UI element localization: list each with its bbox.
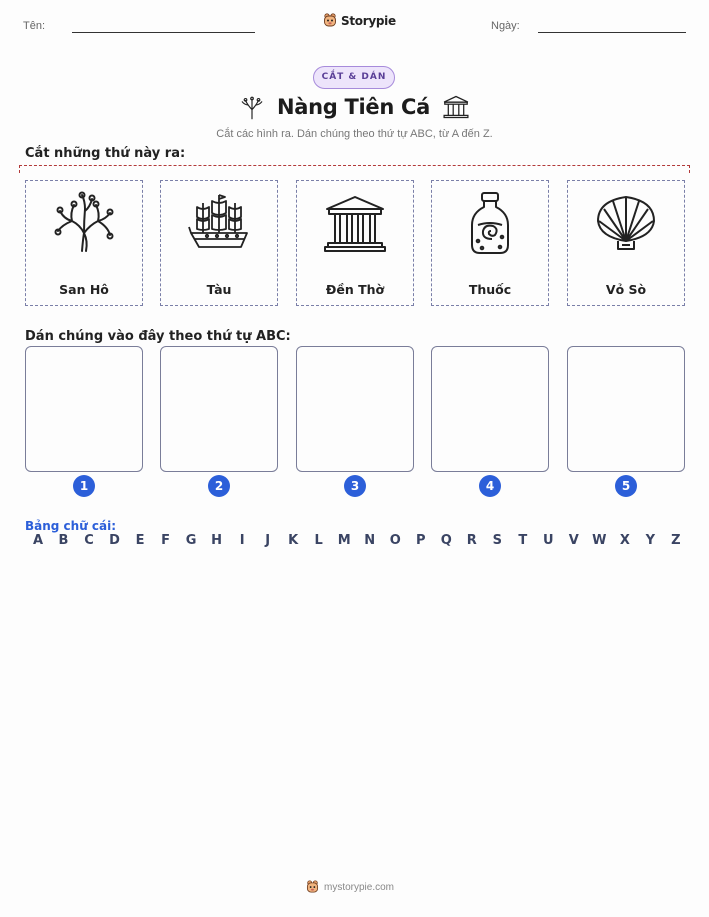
cut-card-coral[interactable] [25, 180, 143, 306]
alphabet-letter: Q [440, 533, 452, 548]
cut-card-ship[interactable] [160, 180, 278, 306]
alphabet-letter: C [84, 533, 94, 548]
card-label: Đền Thờ [325, 282, 385, 297]
mascot-icon [306, 880, 319, 895]
cut-line [19, 165, 690, 173]
alphabet-letter: Y [645, 533, 656, 548]
activity-badge: CẮT & DÁN [313, 66, 395, 89]
alphabet-letter: K [288, 533, 299, 548]
cut-card-shell[interactable] [567, 180, 685, 306]
alphabet-letter: D [109, 533, 120, 548]
temple-small-icon [442, 94, 470, 120]
name-label: Tên: [23, 20, 46, 32]
alphabet-letter: A [32, 533, 44, 548]
alphabet-letter: B [58, 533, 69, 548]
alphabet-letter: V [568, 533, 579, 548]
footer [306, 880, 394, 895]
brand-logo [323, 13, 396, 29]
card-label: Vỏ Sò [605, 282, 647, 297]
alphabet-letter: F [161, 533, 171, 548]
paste-heading: Dán chúng vào đây theo thứ tự ABC: [25, 329, 291, 344]
brand-name: Storypie [341, 14, 396, 28]
alphabet-letter: I [239, 533, 245, 548]
alphabet-letter: E [135, 533, 145, 548]
alphabet-letter: H [211, 533, 223, 548]
worksheet-title: Nàng Tiên Cá [276, 95, 431, 119]
coral-small-icon [239, 94, 265, 120]
cut-card-potion[interactable] [431, 180, 549, 306]
ship-icon [187, 191, 251, 255]
alphabet-letter: T [518, 533, 528, 548]
coral-icon [52, 191, 116, 255]
alphabet-letter: N [364, 533, 376, 548]
alphabet-letter: X [619, 533, 630, 548]
alphabet-letter: W [592, 533, 607, 548]
alphabet-heading: Bảng chữ cái: [25, 519, 117, 533]
paste-box-3[interactable] [296, 346, 414, 472]
paste-box-5[interactable] [567, 346, 685, 472]
card-label: San Hô [59, 282, 109, 297]
position-number-4: 4 [479, 475, 501, 497]
name-line[interactable] [72, 32, 255, 33]
potion-icon [458, 191, 522, 255]
alphabet-letter: M [337, 533, 351, 548]
alphabet-letter: S [492, 533, 502, 548]
position-number-2: 2 [208, 475, 230, 497]
cut-heading: Cắt những thứ này ra: [25, 146, 186, 161]
temple-icon [323, 191, 387, 255]
alphabet-letter: O [389, 533, 401, 548]
card-label: Tàu [206, 282, 232, 297]
instructions: Cắt các hình ra. Dán chúng theo thứ tự ABC, từ A đến Z. [216, 128, 493, 140]
position-number-5: 5 [615, 475, 637, 497]
alphabet-letter: P [415, 533, 426, 548]
position-number-1: 1 [73, 475, 95, 497]
alphabet-letter: U [543, 533, 554, 548]
cut-card-temple[interactable] [296, 180, 414, 306]
paste-box-4[interactable] [431, 346, 549, 472]
mascot-icon [323, 13, 337, 29]
alphabet-letter: G [185, 533, 197, 548]
paste-box-2[interactable] [160, 346, 278, 472]
date-line[interactable] [538, 32, 686, 33]
shell-icon [594, 191, 658, 255]
card-label: Thuốc [468, 282, 512, 297]
position-number-3: 3 [344, 475, 366, 497]
title-row [0, 92, 709, 122]
date-label: Ngày: [491, 20, 520, 32]
alphabet-row [30, 533, 684, 548]
alphabet-letter: J [265, 533, 271, 548]
alphabet-letter: Z [671, 533, 681, 548]
footer-site[interactable]: mystorypie.com [324, 882, 395, 893]
paste-box-1[interactable] [25, 346, 143, 472]
alphabet-letter: L [314, 533, 323, 548]
alphabet-letter: R [466, 533, 477, 548]
